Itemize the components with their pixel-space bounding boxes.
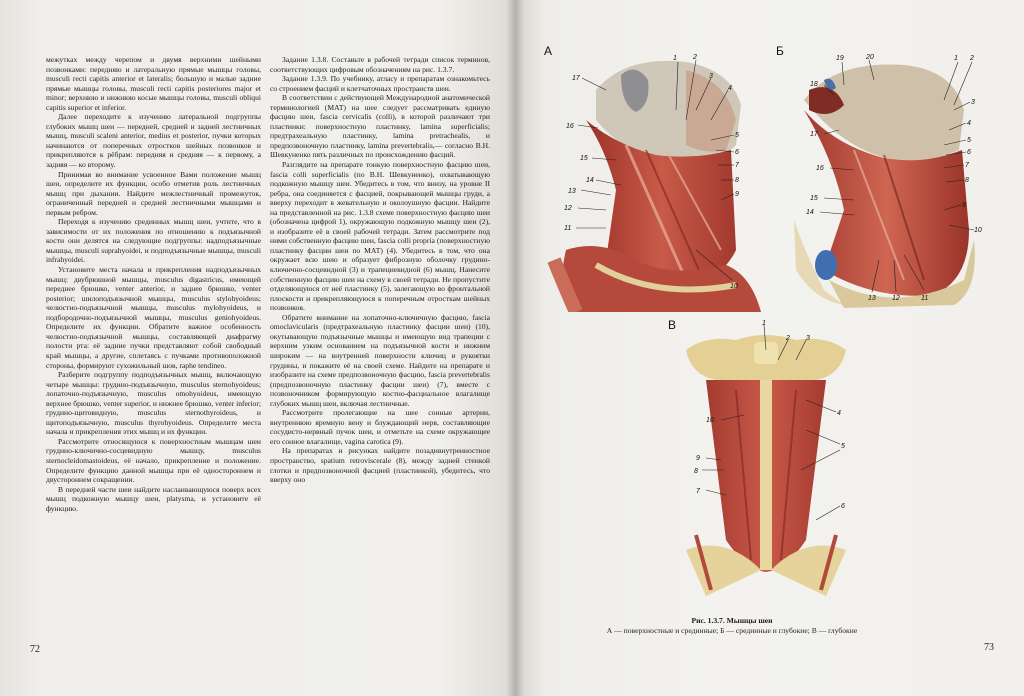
figA-num-4: 4 [728, 85, 732, 92]
figB-num-3: 3 [971, 99, 975, 106]
figV-num-10: 10 [706, 417, 714, 424]
figure-label-a: А [544, 44, 553, 58]
figV-num-4: 4 [837, 410, 841, 417]
paragraph: Разглядите на препарате тонкую поверхностную фасцию шеи, fascia colli superficialis (по В.Н. Шевкуненко), охватывающую подкожную мышцу шеи. Убедитесь в том, что внизу, на уровне II ребра, она соединяется с фасцией, покрывающей мышцы груди, а вверху переходит в жевательную и околоушную фасции. Найдите на представленной на рис. 1.3.8 схеме поверхностную фасцию шеи (обозначена цифрой 1), окружающую подкожную мышцу шеи (2), и изобразите её в своей рабочей тетради. Затем рассмотрите под ними собственную фасцию шеи, fascia colli propria (поверхностную пластинку фасции шеи по МАТ) (4). Убедитесь в том, что она окружает всю шею и образует фиброзную оболочку грудино-ключично-сосцевидной (3) и трапециевидной (6) мышц. Нанесите собственную фасцию шеи на схему в своей тетради. Не пропустите отделяющуюся от неё пластинку (5), залегающую во фронтальной плоскости и прикрепляющуюся к поперечным отросткам шейных позвонков. [270, 160, 490, 313]
figV-num-9: 9 [696, 455, 700, 462]
figB-num-12: 12 [892, 295, 900, 302]
figB-num-8: 8 [965, 177, 969, 184]
figV-num-3: 3 [806, 335, 810, 342]
figB-num-15: 15 [810, 195, 818, 202]
figV-num-2: 2 [786, 335, 790, 342]
figB-num-6: 6 [967, 149, 971, 156]
paragraph: В соответствии с действующей Международной анатомической терминологией (МАТ) на шее следует рассматривать единую фасцию шеи, fascia cervicalis (colli), в которой различают три пластинки: поверхностную пластинку, lamina superficialis; предтрахеальную пластинку, lamina pretrachealis, и предпозвоночную пластинку, lamina prevertebralis,— согласно В.Н. Шевкуненко пять различных по происхождению фасций. [270, 93, 490, 160]
figV-num-5: 5 [841, 443, 845, 450]
figA-num-3: 3 [709, 73, 713, 80]
left-text-column-2 [270, 55, 490, 485]
figA-num-5: 5 [735, 132, 739, 139]
paragraph: Далее переходите к изучению латеральной подгруппы глубоких мышц шеи — передней, средней и задней лестничных мышц, musculi scaleni anterior, medius et posterior, пучки которых начинаются от поперечных отростков шейных позвонков и прикрепляются к рёбрам: передняя и средняя — к первому, а задняя — ко второму. [46, 112, 261, 170]
figA-num-11: 11 [564, 225, 572, 232]
paragraph: Переходя к изучению срединных мышц шеи, учтите, что в зависимости от их положения по отношению к подъязычной кости они делятся на следующие подгруппы: надподъязычные мышцы, musculi suprahyoidei, и подподъязычные мышцы, musculi infrahyoidei. [46, 217, 261, 265]
figure-a-leader-labels [536, 50, 776, 312]
figA-num-17: 17 [572, 75, 580, 82]
figure-v-leader-labels [666, 320, 866, 596]
figB-num-11: 11 [921, 295, 929, 302]
figB-num-5: 5 [967, 137, 971, 144]
paragraph: Задание 1.3.8. Составьте в рабочей тетради список терминов, соответствующих цифровым обозначениям на рис. 1.3.7. [270, 55, 490, 74]
paragraph: В передней части шеи найдите наслаивающуюся поверх всех мышц подкожную мышцу шеи, platysma, и установите её функцию. [46, 484, 261, 513]
paragraph: Рассмотрите относящуюся к поверхностным мышцам шеи грудино-ключично-сосцевидную мышцу, musculus sternocleidomastoideus, её начало, прикрепление и положение. Определите функцию данной мышцы при её одностороннем и двустороннем сокращении. [46, 436, 261, 485]
figA-num-14: 14 [586, 177, 594, 184]
figA-num-9: 9 [735, 191, 739, 198]
figB-num-7: 7 [965, 162, 969, 169]
figB-num-14: 14 [806, 209, 814, 216]
figV-num-8: 8 [694, 468, 698, 475]
figure-label-b: Б [776, 44, 784, 58]
page-number-left: 72 [30, 644, 40, 655]
paragraph: Рассмотрите пролегающие на шее сонные артерии, внутреннюю яремную вену и блуждающий нерв, составляющие сосудисто-нервный пучок шеи, и отметьте на схеме окружающее его сонное влагалище, vagina carotica (9). [270, 408, 490, 446]
figA-num-16: 16 [566, 123, 574, 130]
figA-num-15: 15 [580, 155, 588, 162]
caption-text: А — поверхностные и срединные; Б — срединные и глубокие; В — глубокие [606, 625, 858, 635]
figB-num-13: 13 [868, 295, 876, 302]
figB-num-17: 17 [810, 131, 818, 138]
paragraph: Разберите подгруппу подподъязычных мышц, включающую четыре мышцы: грудино-подъязычную, musculus sternohyoideus; лопаточно-подъязычную, musculus omohyoideus, имеющую верхнее брюшко, venter superior, и нижнее брюшко, venter inferior; грудино-щитовидную, musculus sternothyroideus, и щитоподъязычную, musculus thyrohyoideus. Определите места начала и прикрепления этих мышц и их функции. [46, 370, 261, 437]
figB-num-16: 16 [816, 165, 824, 172]
figA-num-12: 12 [564, 205, 572, 212]
page-number-right: 73 [984, 642, 994, 653]
figA-num-10: 10 [730, 283, 738, 290]
figA-num-1: 1 [673, 55, 677, 62]
figB-num-20: 20 [866, 54, 874, 61]
figure-caption [567, 616, 897, 635]
figV-num-1: 1 [762, 320, 766, 327]
figA-num-6: 6 [735, 149, 739, 156]
figB-num-18: 18 [810, 81, 818, 88]
figA-num-7: 7 [735, 162, 739, 169]
figB-num-10: 10 [974, 227, 982, 234]
figB-num-4: 4 [967, 120, 971, 127]
figure-b-leader-labels [784, 50, 984, 312]
figV-num-7: 7 [696, 488, 700, 495]
right-page [516, 0, 1024, 696]
paragraph: Задание 1.3.9. По учебнику, атласу и препаратам ознакомьтесь со строением фасций и клетчаточных пространств шеи. [270, 74, 490, 93]
figA-num-13: 13 [568, 188, 576, 195]
book-spine-shadow [506, 0, 524, 696]
figA-num-2: 2 [693, 54, 697, 61]
left-text-column-1 [46, 55, 261, 513]
paragraph: На препаратах и рисунках найдите позадивнутренностное пространство, spatium retroviscerale (8), между задней стенкой глотки и предпозвоночной фасцией (пластинкой), убедитесь, что вверху оно [270, 446, 490, 485]
figB-num-1: 1 [954, 55, 958, 62]
figB-num-2: 2 [970, 55, 974, 62]
figB-num-19: 19 [836, 55, 844, 62]
figB-num-9: 9 [962, 202, 966, 209]
paragraph: Обратите внимание на лопаточно-ключичную фасцию, fascia omoclavicularis (предтрахеальную пластинку фасции шеи) (10), окутывающую подъязычные мышцы и имеющую вид трапеции с верхним узким основанием на подъязычной кости и нижним широким — на внутренней поверхности ключиц и рукоятки грудины, и покажите её на своей схеме. Найдите на препарате и изобразите на схеме предпозвоночную фасцию, fascia prevertebralis (предпозвоночную пластинку фасции шеи) (7), вместе с позвоночником формирующую костно-фасциальное влагалище глубоких мышц шеи, включая лестничные. [270, 312, 490, 408]
figure-label-v: В [668, 318, 677, 332]
caption-title: Рис. 1.3.7. Мышцы шеи [691, 616, 773, 625]
paragraph: межутках между черепом и двумя верхними шейными позвонками: передняю и латеральную прямые мышцы головы, musculi recti capitis anterior et lateralis; большую и малые задние прямые мышцы головы, musculi recti capitis posteriores major et minor; верхнюю и нижнюю косые мышцы головы, musculi obliqui capitis superior et inferior. [46, 55, 261, 112]
paragraph: Установите места начала и прикрепления надподъязычных мышц: двубрюшной мышцы, musculus digastricus, имеющей переднее брюшко, venter anterior, и заднее брюшко, venter posterior; шилоподъязычной мышцы, musculus stylohyoideus; челюстно-подъязычной мышцы, musculus mylohyoideus, и подбородочно-подъязычной мышцы, musculus geniohyoideus. Определите их функции. Обратите важное особенность челюстно-подъязычной мышцы, составляющей диафрагму полости рта: её задние пучки представляют собой свободный край мышцы, а другие, сплетаясь с пучками противоположной стороны, формируют сухожильный шов, raphe tendineo. [46, 265, 261, 370]
paragraph: Принимая во внимание усвоенное Вами положение мышц шеи, определите их функции, особо отметив роль лестничных мышц при дыхании. Найдите межлестничный промежуток, ограниченный передней и средней лестничными мышцами и первым ребром. [46, 169, 261, 217]
figA-num-8: 8 [735, 177, 739, 184]
figV-num-6: 6 [841, 503, 845, 510]
